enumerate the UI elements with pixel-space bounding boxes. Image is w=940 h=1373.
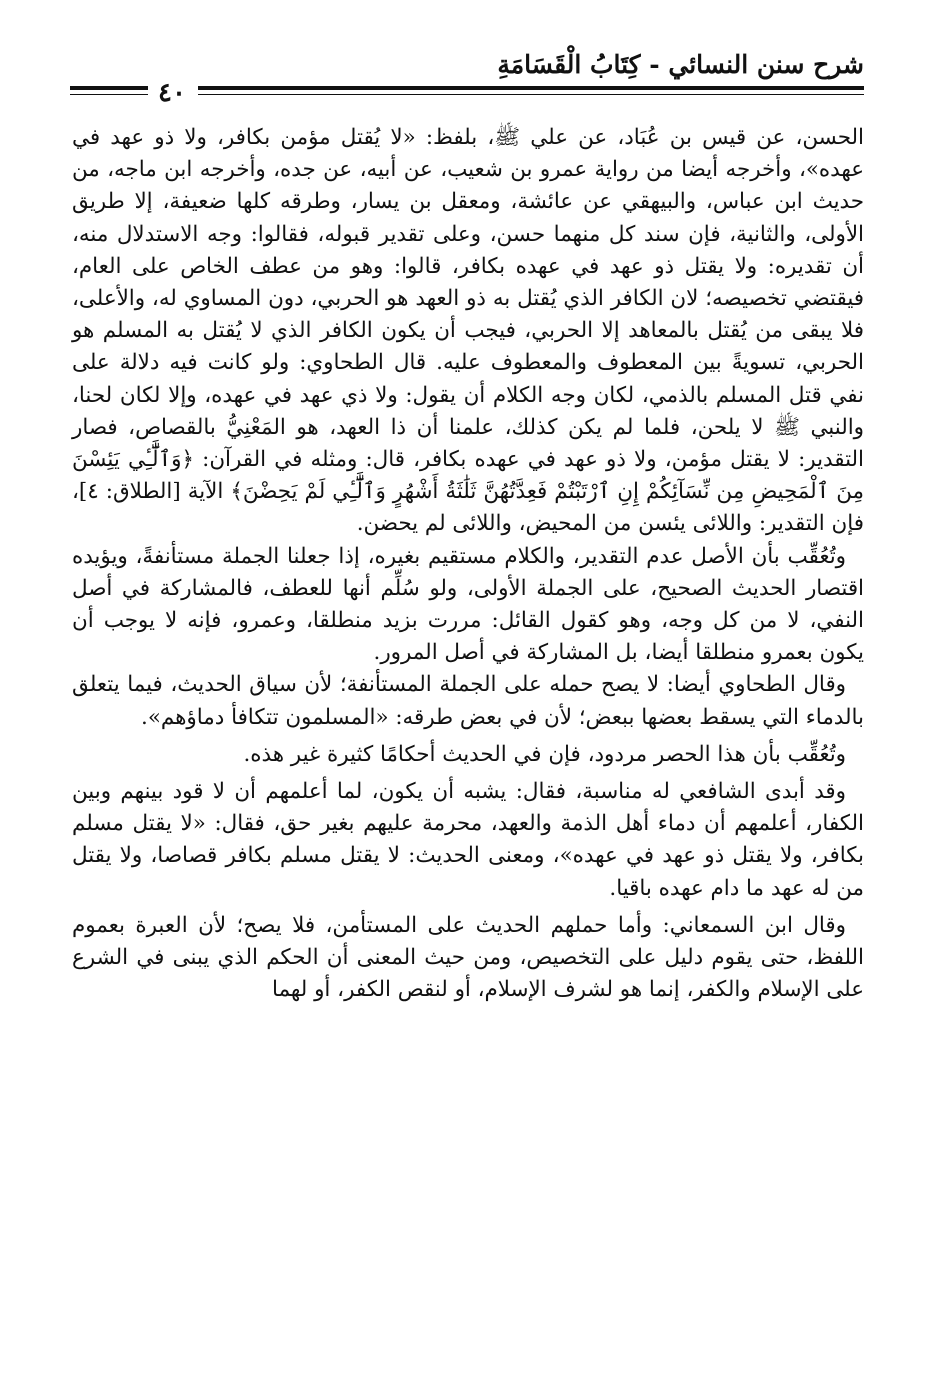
header-rule-thin	[198, 94, 864, 95]
page-number: ٤٠	[158, 78, 186, 108]
paragraph-2: وتُعُقِّب بأن الأصل عدم التقدير، والكلام مستقيم بغيره، إذا جعلنا الجملة مستأنفةً، ويؤيده اقتصار الحديث الصحيح، على الجملة الأولى، ولو سُلِّم أنها للعطف، فالمشاركة في أصل النفي، لا من كل وجه، وهو كقول القائل: مررت بزيد منطلقا، وعمرو، فإنه لا يوجب أن يكون بعمرو منطلقا أيضا، بل المشاركة في أصل المرور.	[72, 543, 864, 666]
header-rule-thick	[198, 86, 864, 90]
running-title: شرح سنن النسائي - كِتَابُ الْقَسَامَةِ	[497, 50, 864, 79]
header-rule-left-thin	[70, 94, 148, 95]
paragraph-3: وقال الطحاوي أيضا: لا يصح حمله على الجملة المستأنفة؛ لأن سياق الحديث، فيما يتعلق بالدماء التي يسقط بعضها ببعض؛ لأن في بعض طرقه: «المسلمون تتكافأ دماؤهم».	[72, 672, 864, 730]
page-header	[70, 44, 864, 116]
header-rule-left-thick	[70, 86, 148, 90]
paragraph-5: وقد أبدى الشافعي له مناسبة، فقال: يشبه أن يكون، لما أعلمهم أن لا قود بينهم وبين الكفار، أعلمهم أن دماء أهل الذمة والعهد، محرمة عليهم بغير حق، فقال: «لا يقتل مسلم بكافر، ولا يقتل ذو عهد في عهده»، ومعنى الحديث: لا يقتل مسلم بكافر قصاصا، ولا يقتل من له عهد ما دام عهده باقيا.	[72, 779, 864, 901]
paragraph-6: وقال ابن السمعاني: وأما حملهم الحديث على المستأمن، فلا يصح؛ لأن العبرة بعموم اللفظ، حتى يقوم دليل على التخصيص، ومن حيث المعنى أن الحكم الذي يبنى في الشرع على الإسلام والكفر، إنما هو لشرف الإسلام، أو لنقص الكفر، أو لهما	[72, 912, 864, 1003]
paragraph-1: الحسن، عن قيس بن عُبَاد، عن علي ﷺ، بلفظ: «لا يُقتل مؤمن بكافر، ولا ذو عهد في عهده»، وأخرجه أيضا من رواية عمرو بن شعيب، عن أبيه، عن جده، وأخرجه ابن ماجه، من حديث ابن عباس، والبيهقي عن عائشة، ومعقل بن يسار، وطرقه كلها ضعيفة، إلا طريق الأولى، والثانية، فإن سند كل منهما حسن، وعلى تقدير قبوله، فقالوا: وجه الاستدلال منه، أن تقديره: ولا يقتل ذو عهد في عهده بكافر، قالوا: وهو من عطف الخاص على العام، فيقتضي تخصيصه؛ لان الكافر الذي يُقتل به ذو العهد هو الحربي، دون المساوي له، والأعلى، فلا يبقى من يُقتل بالمعاهد إلا الحربي، فيجب أن يكون الكافر الذي لا يُقتل به المسلم هو الحربي، تسويةً بين المعطوف والمعطوف عليه. قال الطحاوي: ولو كانت فيه دلالة على نفي قتل المسلم بالذمي، لكان وجه الكلام أن يقول: ولا ذي عهد في عهده، وإلا لكان لحنا، والنبي ﷺ لا يلحن، فلما لم يكن كذلك، علمنا أن ذا العهد، هو المَعْنِيُّ بالقصاص، فصار التقدير: لا يقتل مؤمن، ولا ذو عهد في عهده بكافر، قال: ومثله في القرآن: ﴿وَٱلَّٰٓـِٔي يَئِسْنَ مِنَ ٱلْمَحِيضِ مِن نِّسَآئِكُمْ إِنِ ٱرْتَبْتُمْ فَعِدَّتُهُنَّ ثَلَٰثَةُ أَشْهُرٍ وَٱلَّٰٓـِٔي لَمْ يَحِضْنَ﴾ الآية [الطلاق: ٤]، فإن التقدير: واللائى يئسن من المحيض، واللائى لم يحضن.	[72, 125, 864, 537]
body-text	[72, 122, 864, 1333]
paragraph-4: وتُعُقِّب بأن هذا الحصر مردود، فإن في الحديث أحكامًا كثيرة غير هذه.	[243, 741, 846, 767]
